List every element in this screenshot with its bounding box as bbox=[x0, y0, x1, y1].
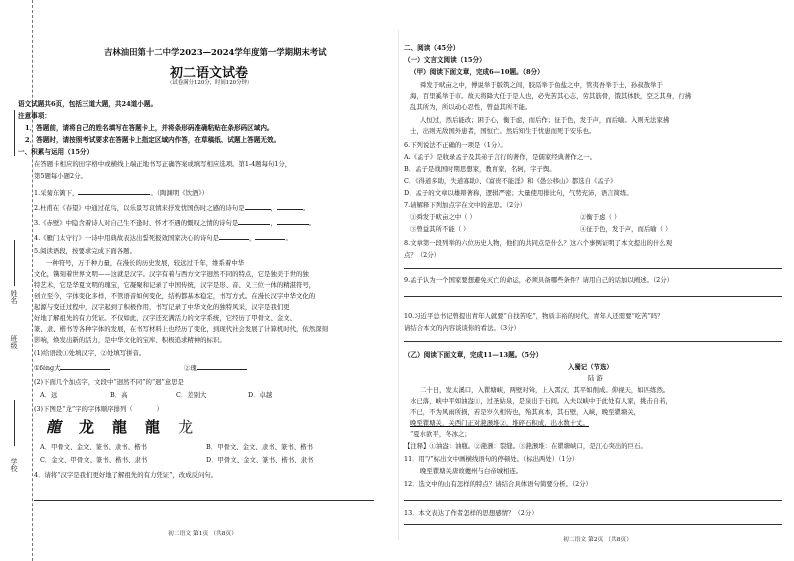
question-13: 13．本文表达了作者怎样的思想感情？（2分） bbox=[404, 509, 538, 517]
answer-blank[interactable] bbox=[255, 232, 285, 240]
page-footer-right: 初二语文 第2页 （共8页） bbox=[563, 537, 633, 543]
question-3: 3.《赤壁》中隐含着诗人对自己生不逢时、怀才不遇的慨叹之情的诗句是 ， 。 bbox=[34, 219, 315, 227]
option-d[interactable]: D．孟子的文章以雄辩著称，逻辑严密；大量使用排比句，气势充沛，语言简练。 bbox=[404, 189, 633, 197]
dragon-glyph: 龍 bbox=[145, 418, 161, 436]
gutter-label-class: 班级 bbox=[10, 335, 18, 349]
question-1-source: 。（陶渊明《饮酒》） bbox=[150, 189, 208, 197]
question-10-cont: 请结合本文的内容谈谈你的看法。（3分） bbox=[404, 324, 520, 332]
question-4: 4.《雁门太守行》一诗中用典故表达出誓死报效国家决心的诗句是 ， 。 bbox=[34, 234, 292, 242]
passage-line: 起源与变迁过程中，汉字起到了积极作用，书写记录了中华文化的独特风采，汉字是我们更 bbox=[34, 303, 290, 311]
passage-line: 海，百里奚举于市。故天将降大任于是人也，必先苦其心志，劳其筋骨，饿其体肤，空乏其身，行拂 bbox=[410, 92, 692, 100]
gutter-line bbox=[14, 400, 15, 446]
poem-title: 入蜀记（节选） bbox=[568, 363, 613, 371]
answer-line[interactable] bbox=[404, 296, 782, 297]
question-9: 9.孟子认为一个国家要想避免灭亡的命运，必须具备哪些条件？请用自己的话加以阐述。（2分） bbox=[404, 276, 673, 284]
answer-blank[interactable] bbox=[60, 362, 110, 370]
question-5-1: (1)给语段①处填汉字，②处填写拼音。 bbox=[34, 349, 146, 357]
page-divider bbox=[398, 30, 399, 540]
answer-blank[interactable] bbox=[78, 187, 150, 195]
poem-author: 陆 游 bbox=[588, 374, 603, 382]
answer-blank[interactable] bbox=[238, 217, 270, 225]
question-11: 11．用“/”标出文中画横线语句的停顿处。（标出两处）（1分） bbox=[404, 455, 579, 463]
passage-jia-heading: （甲）阅读下面文章，完成6—10题。（8分） bbox=[410, 68, 544, 76]
gutter-label-name: 姓名 bbox=[10, 290, 18, 304]
notice-1: 1．答题前，请将自己的姓名填写在答题卡上，并将条形码准确粘贴在条形码区域内。 bbox=[25, 124, 274, 132]
question-7-item: ③曾益其所不能（ ） bbox=[410, 225, 470, 233]
question-5-3-text: (3)下图是“龙”字的字体顺序排列（ bbox=[34, 405, 133, 413]
question-4-text: 4.《雁门太守行》一诗中用典故表达出誓死报效国家决心的诗句是 bbox=[34, 234, 220, 242]
answer-blank[interactable] bbox=[277, 202, 303, 210]
annotation: 【注释】①油盎：油瓶。②滟滪：裂缝。③滟滪堆：在瞿塘峡口，是江心突出的巨石。 bbox=[404, 442, 647, 450]
sub1-heading: （一）文言文阅读（15分） bbox=[404, 56, 486, 64]
option-c[interactable]: C．金文、甲骨文、篆书、楷书、隶书 bbox=[40, 456, 148, 464]
question-5-1-blanks bbox=[34, 362, 110, 372]
section2-heading: 二、阅读（45分） bbox=[404, 44, 460, 52]
question-10: 10.习近平总书记曾提出青年人就要“自找苦吃”，物质丰裕的时代，青年人还需要“吃苦”吗？ bbox=[404, 312, 664, 320]
answer-line[interactable] bbox=[34, 500, 374, 501]
passage-line: 影响，焕发出新的活力，是中华文化的宝库、积极追求精神的标识。 bbox=[34, 336, 226, 344]
summary: 语文试题共6页，包括三道大题，共24道小题。 bbox=[18, 100, 158, 108]
option-d[interactable]: D．卓越 bbox=[248, 391, 273, 399]
notice-heading: 注意事项： bbox=[18, 112, 51, 120]
exam-title: 吉林油田第十二中学2023—2024学年度第一学期期末考试 bbox=[104, 47, 327, 57]
passage-line: 创立至今，字体变化多样，不管语音如何变化，结构都基本稳定，书写方式。在漫长汉字中华文化的 bbox=[34, 292, 316, 300]
option-c[interactable]: C．《得道多助，失道寡助》、《富贵不能淫》和《愚公移山》都选自《孟子》 bbox=[404, 177, 617, 185]
dragon-calligraphy bbox=[46, 418, 211, 436]
binding-gutter bbox=[0, 0, 33, 561]
dragon-glyph: 龍 bbox=[112, 418, 128, 436]
question-5-4: 4．请将“汉字是我们更好地了解祖先的有力凭证”，改成反问句。 bbox=[34, 471, 218, 479]
exam-subtitle: 初二语文试卷 bbox=[170, 66, 249, 81]
option-a[interactable]: A．甲骨文、金文、篆书、隶书、楷书 bbox=[40, 443, 147, 451]
option-b[interactable]: B．孟子是战国时期思想家，教育家，名轲，字子舆。 bbox=[404, 165, 556, 173]
question-2: 2.杜甫在《春望》中通过花鸟，以乐景写哀情来抒发忧国伤时之感的诗句是 ， 。 bbox=[34, 204, 310, 212]
section1-heading: 一、积累与运用（15分） bbox=[18, 148, 94, 156]
question-3-text: 3.《赤壁》中隐含着诗人对自己生不逢时、怀才不遇的慨叹之情的诗句是 bbox=[34, 219, 239, 227]
gutter-line bbox=[14, 240, 15, 286]
answer-blank[interactable] bbox=[197, 362, 247, 370]
section1-desc: 第5题每小题2分。 bbox=[34, 172, 87, 180]
blank-label-b: ②瑰 bbox=[184, 364, 197, 372]
passage-line: 不已，不为风雨所损，若是岁久相传也，殆其真本，其石壁，入峡，晚至瞿塘关， bbox=[410, 408, 641, 416]
option-b[interactable]: B．甲骨文、金文、隶书、篆书、楷书 bbox=[206, 443, 313, 451]
question-5-2: (2)下面几个加点字，文段中“迥然不同”的“迥”意思是 bbox=[34, 378, 184, 386]
question-1 bbox=[34, 187, 208, 197]
answer-line[interactable] bbox=[404, 500, 782, 501]
question-7-item: ②衡于虑（ ） bbox=[580, 213, 621, 221]
question-7-item: ④征于色，发于声，而后喻（ ） bbox=[580, 225, 672, 233]
option-a[interactable]: A．远 bbox=[40, 391, 58, 399]
passage-line: 水已落，峡中平如油盎①，过圣姑泉，是泉出于石间。入夫以峡中于此处有人家，挑击自若， bbox=[410, 397, 673, 405]
answer-line[interactable] bbox=[404, 524, 782, 525]
passage-line: 一种符号，万千种力量，在漫长的历史发展，较远过千年，维系着中华 bbox=[46, 259, 245, 267]
answer-line[interactable] bbox=[404, 268, 782, 269]
question-8-cont: 点？（2分） bbox=[404, 251, 441, 259]
passage-line: 二十日，发太溪口，入瞿塘峡，两壁对耸，上入霄汉，其平如削成。仰视天，如匹练然。 bbox=[420, 386, 670, 394]
page-footer-left: 初二语文 第1页 （共8页） bbox=[168, 531, 238, 537]
dragon-glyph: 龙 bbox=[178, 418, 194, 436]
passage-line: 好地了解祖先的有力凭证。不仅如此，汉字还充满活力的文字系统，它经历了甲骨文、金文、 bbox=[34, 314, 297, 322]
question-2-text: 2.杜甫在《春望》中通过花鸟，以乐景写哀情来抒发忧国伤时之感的诗句是 bbox=[34, 204, 245, 212]
option-c[interactable]: C．差别大 bbox=[176, 391, 207, 399]
option-b[interactable]: B．高 bbox=[110, 391, 128, 399]
question-6: 6.下列说法不正确的一项是（1分）。 bbox=[404, 141, 507, 149]
passage-line: 舜发于畎亩之中，傅说举于版筑之间，胶鬲举于鱼盐之中，管夷吾举于士，孙叔敖举于 bbox=[420, 81, 663, 89]
answer-line[interactable] bbox=[404, 341, 782, 342]
question-5-3 bbox=[34, 405, 163, 413]
passage-line: 人恒过，然后能改；困于心，衡于虑，而后作；征于色，发于声，而后喻。入则无法家拂 bbox=[420, 116, 670, 124]
passage-line: “夏水欲平，冬冰之； bbox=[410, 430, 471, 438]
question-12: 12．选文中的山有怎样的特点？请结合具体语句简要分析。（2分） bbox=[404, 480, 592, 488]
question-5-1-blanks bbox=[184, 362, 247, 372]
gutter-line bbox=[14, 110, 15, 156]
passage-line: 文化，镌刻着世界文明——这就是汉字。汉字有着与西方文字迥然不同的特点，它是独美于世的独 bbox=[34, 270, 309, 278]
question-11-sentence: 晚至瞿塘关唐故夔州与白帝城相连。 bbox=[420, 467, 523, 475]
question-5-3-end: ） bbox=[156, 405, 164, 413]
section1-desc: 在答题卡相应的田字格中或横线上端正地书写正确答案或填写相应选项。第1-4题每句1分， bbox=[34, 160, 292, 168]
answer-blank[interactable] bbox=[245, 202, 271, 210]
question-5-heading: 5.阅读语段，按要求完成下面各题。 bbox=[34, 247, 136, 255]
option-a[interactable]: A.《孟子》是收录孟子及其弟子言行的著作，是儒家经典著作之一。 bbox=[404, 153, 596, 161]
exam-meta: （试卷满分120分，时间120分钟） bbox=[167, 80, 253, 86]
answer-blank[interactable] bbox=[277, 217, 309, 225]
passage-line: 乱其所为，所以动心忍性，曾益其所不能。 bbox=[410, 103, 532, 111]
passage-line: 篆、隶、楷书等各种字体的发展，在书写材料上也经历了变化，到现代社会发展了计算机时代，依然深刻 bbox=[34, 325, 328, 333]
question-8: 8.文章第一段列举的六位历史人物，他们的共同点是什么？这六个事例证明了本文提出的什么观 bbox=[404, 239, 673, 247]
gutter-label-school: 学校 bbox=[10, 458, 18, 472]
dragon-glyph: 龙 bbox=[79, 418, 95, 436]
passage-line: 晚至瞿塘关，关西门正对滟滪堆②，堆碎石积成，出水数十丈。 bbox=[410, 419, 589, 427]
answer-blank[interactable] bbox=[219, 232, 249, 240]
option-d[interactable]: D．甲骨文、金文、篆书、楷书、隶书 bbox=[206, 456, 314, 464]
question-7: 7.请解释下列加点字在文中的意思。（2分） bbox=[404, 201, 526, 209]
question-1-text: 1.采菊东篱下， bbox=[34, 189, 79, 197]
blank-label-a: ①féng大 bbox=[34, 364, 61, 372]
passage-line: 士，出则无敌国外患者，国恒亡。然后知生于忧患而死于安乐也。 bbox=[410, 127, 596, 135]
question-7-item: ①舜发于畎亩之中（ ） bbox=[410, 213, 476, 221]
dragon-glyph: 龍 bbox=[46, 418, 62, 436]
notice-2: 2．答题时，请按照考试要求在答题卡上指定区域内作答，在草稿纸、试题上答题无效。 bbox=[25, 136, 281, 144]
passage-line: 特艺术，它是华夏文明的瑰宝，它凝聚和记录了中国传统，汉字是形、音、义三位一体的精湛符号， bbox=[34, 281, 316, 289]
passage-yi-heading: （乙）阅读下面文章，完成11—13题。（5分） bbox=[404, 351, 543, 359]
